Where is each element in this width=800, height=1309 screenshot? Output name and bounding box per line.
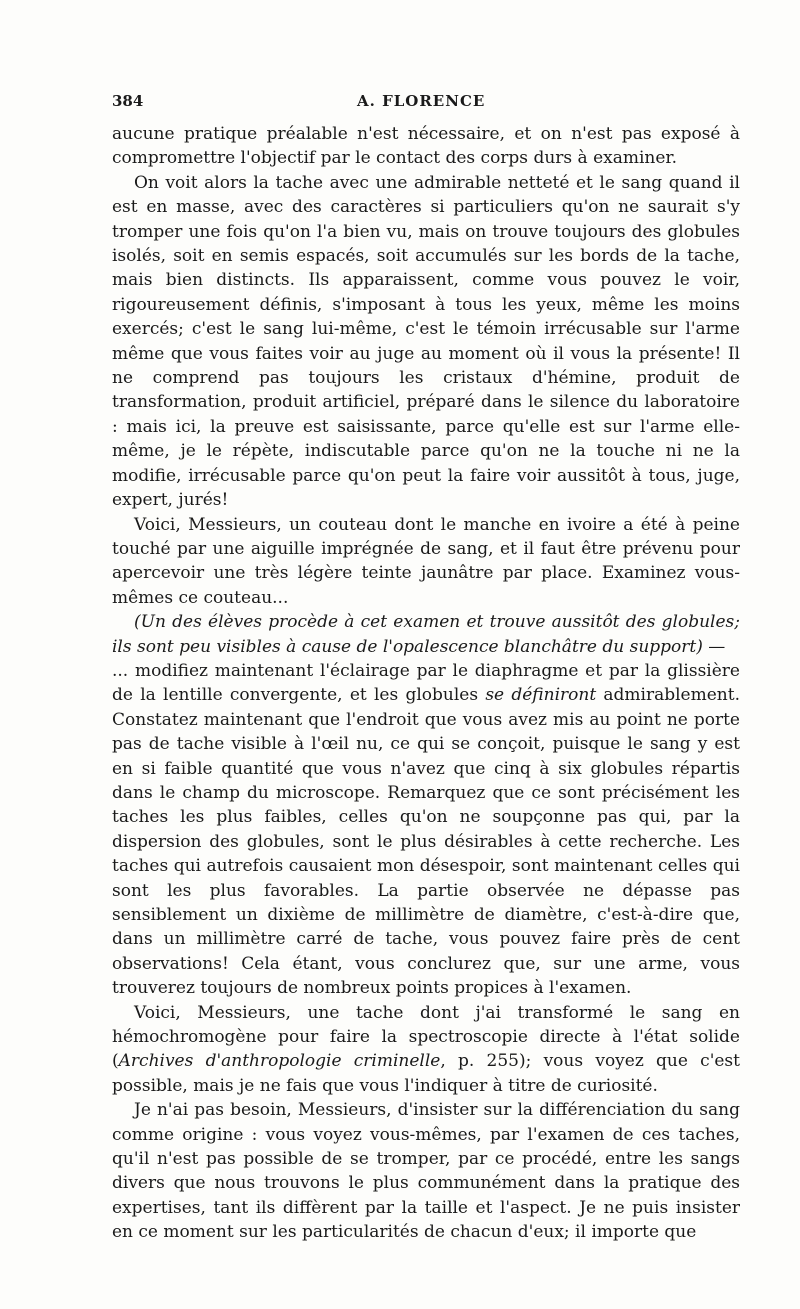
paragraph [112, 1001, 740, 1099]
running-head: A. FLORENCE [357, 92, 486, 110]
body-text [112, 122, 740, 1245]
text-run: admirablement. Constatez maintenant que l'endroit que vous avez mis au point ne porte pas de tache visible à l'œil nu, ce qui se conçoit, puisque le sang y est en si faible quantité que vous n'avez que cinq à six globules répartis dans le champ du microscope. Remarquez que ce sont précisément les taches les plus faibles, celles qu'on ne soupçonne pas qui, par la dispersion des globules, sont le plus désirables à cette recherche. Les taches qui autrefois causaient mon désespoir, sont maintenant celles qui sont les plus favorables. La partie observée ne dépasse pas sensiblement un dixième de millimètre de diamètre, c'est-à-dire que, dans un millimètre carré de tache, vous pouvez faire près de cent observations! Cela étant, vous conclurez que, sur une arme, vous trouverez toujours de nombreux points propices à l'examen. [112, 685, 740, 999]
paragraph: Je n'ai pas besoin, Messieurs, d'insister sur la différenciation du sang comme origine : vous voyez vous-mêmes, par l'examen de ces taches, qu'il n'est pas possible de se tromper, par ce procédé, entre les sangs divers que nous trouvons le plus communément dans la pratique des expertises, tant ils diffèrent par la taille et l'aspect. Je ne puis insister en ce moment sur les particularités de chacun d'eux; il importe que [112, 1100, 740, 1243]
paragraph [112, 610, 740, 659]
italic-citation: Archives d'anthropologie criminelle [118, 1051, 441, 1072]
paragraph [112, 659, 740, 1001]
page-number: 384 [112, 92, 144, 110]
paragraph: On voit alors la tache avec une admirable netteté et le sang quand il est en masse, avec des caractères si particuliers qu'on ne saurait s'y tromper une fois qu'on l'a bien vu, mais on trouve toujours des globules isolés, soit en semis espacés, soit accumulés sur les bords de la tache, mais bien distincts. Ils apparaissent, comme vous pouvez le voir, rigoureusement définis, s'imposant à tous les yeux, même les moins exercés; c'est le sang lui-même, c'est le témoin irrécusable sur l'arme même que vous faites voir au juge au moment où il vous la présente! Il ne comprend pas toujours les cristaux d'hémine, produit de transformation, produit artificiel, préparé dans le silence du laboratoire : mais ici, la preuve est saisissante, parce qu'elle est sur l'arme elle-même, je le répète, indiscutable parce qu'on ne la touche ni ne la modifie, irrécusable parce qu'on peut la faire voir aussitôt à tous, juge, expert, jurés! [112, 172, 740, 511]
text-run: , p. 255); vous voyez que c'est possible, mais je ne fais que vous l'indiquer à titre de curiosité. [112, 1051, 740, 1096]
paragraph: Voici, Messieurs, un couteau dont le manche en ivoire a été à peine touché par une aiguille imprégnée de sang, et il faut être prévenu pour apercevoir une très légère teinte jaunâtre par place. Examinez vous-mêmes ce couteau... [112, 514, 740, 608]
paragraph: aucune pratique préalable n'est nécessaire, et on n'est pas exposé à compromettre l'objectif par le contact des corps durs à examiner. [112, 124, 740, 169]
text-run: ... modifiez maintenant l'éclairage par le diaphragme et par la glissière de la lentille convergente, et les globules [112, 660, 740, 706]
page-header [112, 92, 690, 116]
italic-run: se définiront [485, 685, 597, 706]
italic-aside: (Un des élèves procède à cet examen et trouve aussitôt des globules; ils sont peu visibles à cause de l'opalescence blanchâtre du support) [112, 612, 740, 657]
dash: — [702, 636, 726, 657]
text-run: Voici, Messieurs, une tache dont j'ai transformé le sang en hémochromogène pour faire la spectroscopie directe à l'état solide ( [112, 1002, 740, 1072]
